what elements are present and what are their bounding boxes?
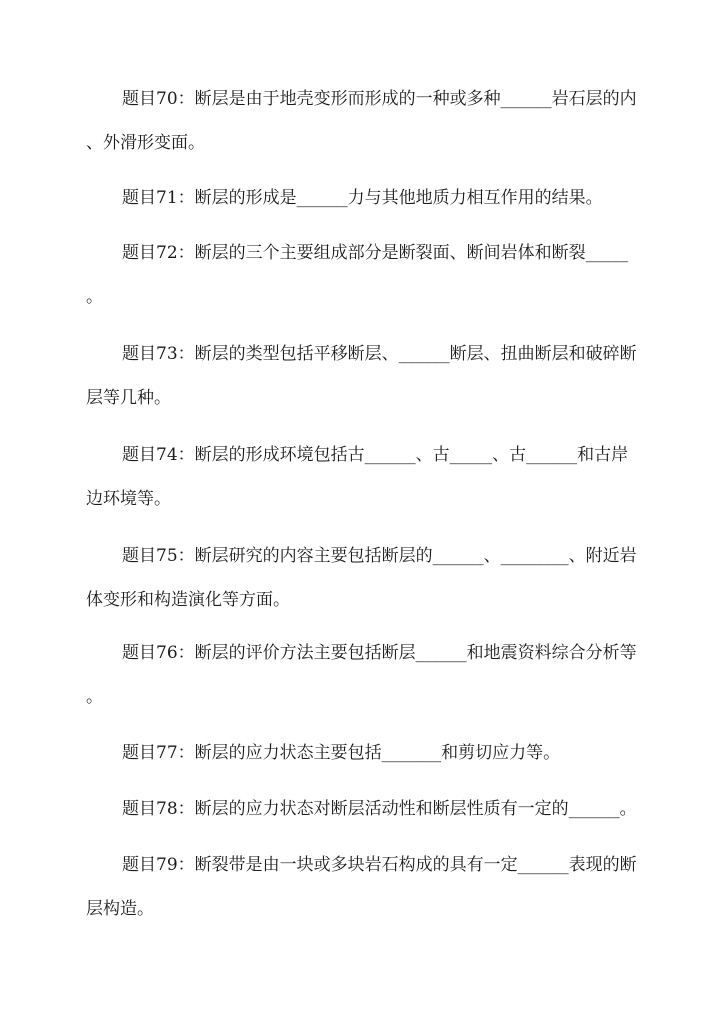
- question-74-line-1: 题目74：断层的形成环境包括古______、古_____、古______和古岸: [122, 445, 629, 465]
- question-71: [86, 186, 634, 210]
- question-75-line-2: 体变形和构造演化等方面。: [86, 590, 290, 610]
- question-77-line-1: 题目77：断层的应力状态主要包括_______和剪切应力等。: [122, 743, 561, 763]
- question-76-line-1: 题目76：断层的评价方法主要包括断层______和地震资料综合分析等: [122, 643, 637, 663]
- question-78-line-1: 题目78：断层的应力状态对断层活动性和断层性质有一定的______。: [122, 799, 637, 819]
- question-78: [86, 797, 637, 821]
- question-70: [86, 87, 637, 155]
- question-70-line-1: 题目70：断层是由于地壳变形而形成的一种或多种______岩石层的内: [122, 89, 637, 109]
- question-79-line-2: 层构造。: [86, 899, 154, 919]
- question-75: [86, 544, 637, 612]
- question-73-line-1: 题目73：断层的类型包括平移断层、______断层、扭曲断层和破碎断: [122, 344, 637, 364]
- question-71-line-1: 题目71：断层的形成是______力与其他地质力相互作用的结果。: [122, 188, 603, 208]
- question-75-line-1: 题目75：断层研究的内容主要包括断层的______、________、附近岩: [122, 546, 637, 566]
- question-79-line-1: 题目79：断裂带是由一块或多块岩石构成的具有一定______表现的断: [122, 855, 637, 875]
- question-76-line-2: 。: [86, 687, 103, 707]
- question-72-line-2: 。: [86, 287, 103, 307]
- question-73: [86, 342, 637, 410]
- question-77: [86, 741, 634, 765]
- question-76: [86, 641, 637, 709]
- question-72: [86, 241, 634, 309]
- question-74-line-2: 边环境等。: [86, 489, 171, 509]
- question-79: [86, 853, 637, 921]
- question-73-line-2: 层等几种。: [86, 388, 171, 408]
- question-70-line-2: 、外滑形变面。: [86, 133, 205, 153]
- question-72-line-1: 题目72：断层的三个主要组成部分是断裂面、断间岩体和断裂_____: [122, 243, 629, 263]
- question-74: [86, 443, 634, 511]
